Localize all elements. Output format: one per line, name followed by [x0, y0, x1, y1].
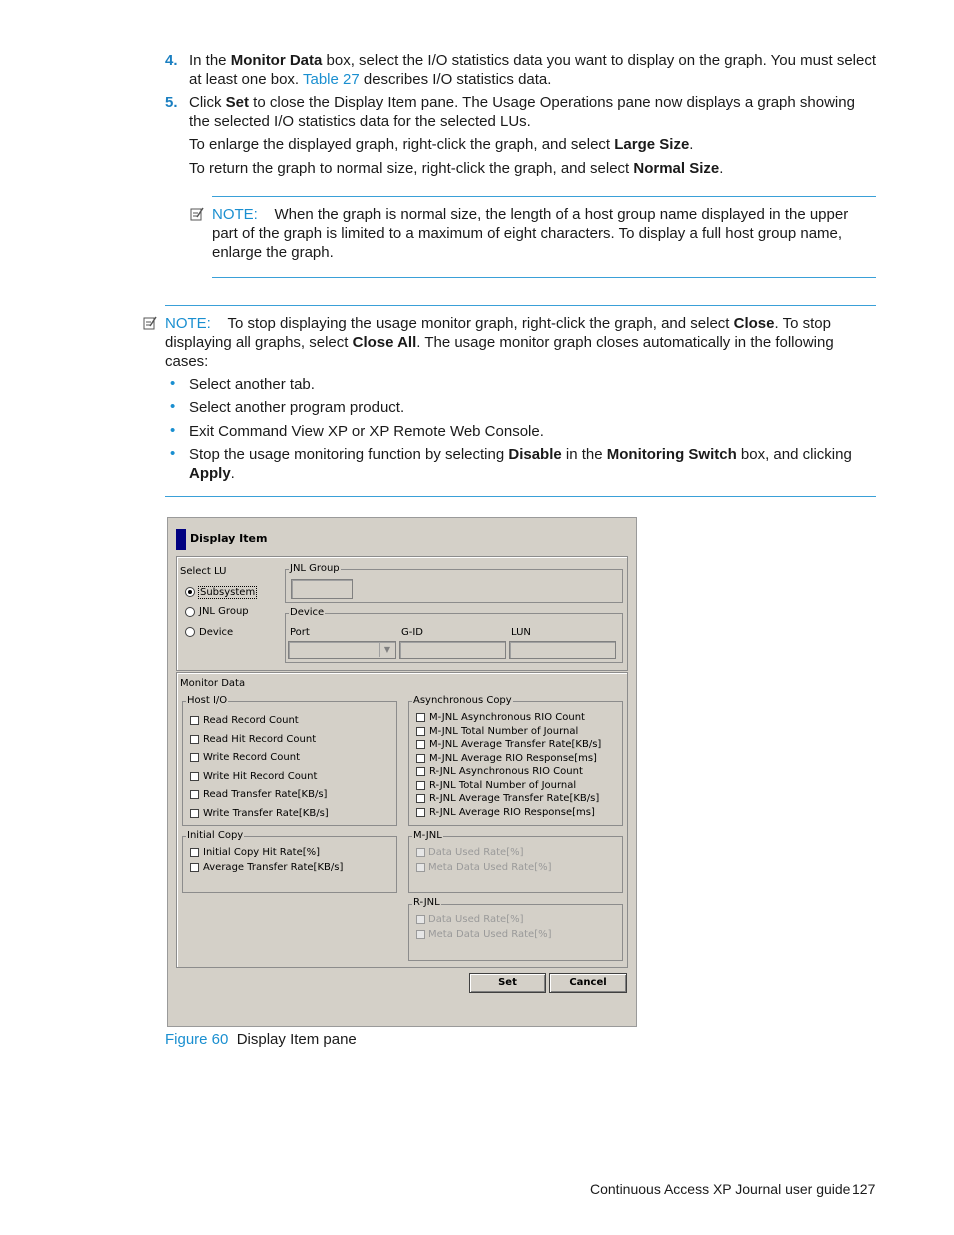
footer-title: Continuous Access XP Journal user guide: [590, 1181, 851, 1197]
gid-label: G-ID: [401, 627, 424, 638]
checkbox-label[interactable]: Write Transfer Rate[KB/s]: [203, 808, 329, 819]
set-button[interactable]: Set: [469, 973, 546, 993]
jnl-group-field[interactable]: [291, 579, 353, 599]
step-4-number: 4.: [165, 52, 178, 69]
r-jnl-label: R-JNL: [413, 897, 440, 908]
bullet-item-continued: Apply.: [189, 465, 235, 482]
cancel-button[interactable]: Cancel: [549, 973, 627, 993]
checkbox-label[interactable]: M-JNL Average RIO Response[ms]: [429, 753, 597, 764]
checkbox-label[interactable]: R-JNL Total Number of Journal: [429, 780, 577, 791]
chevron-down-icon[interactable]: ▼: [379, 643, 394, 657]
checkbox-read-record-count[interactable]: [190, 716, 199, 725]
checkbox-async-item[interactable]: [416, 767, 425, 776]
bullet-item: Select another tab.: [189, 376, 315, 393]
select-lu-label: Select LU: [180, 566, 227, 577]
step-5-line2: the selected I/O statistics data for the selected LUs.: [189, 113, 531, 130]
step-4-line2: at least one box. Table 27 describes I/O statistics data.: [189, 71, 552, 88]
radio-device[interactable]: [185, 627, 195, 637]
checkbox-write-hit-record-count[interactable]: [190, 772, 199, 781]
checkbox-label-disabled: Meta Data Used Rate[%]: [428, 929, 552, 940]
bullet-dot: •: [170, 445, 176, 462]
radio-jnl-group-label[interactable]: JNL Group: [199, 606, 249, 617]
step-5-line1: Click Set to close the Display Item pane. The Usage Operations pane now displays a graph showing: [189, 94, 855, 111]
port-select[interactable]: [288, 641, 396, 659]
lun-field[interactable]: [509, 641, 616, 659]
gid-field[interactable]: [399, 641, 506, 659]
note-icon: [143, 316, 157, 330]
async-copy-label: Asynchronous Copy: [413, 695, 512, 706]
note1-line3: enlarge the graph.: [212, 244, 334, 261]
note1-line2: part of the graph is limited to a maximum of eight characters. To display a full host group name,: [212, 225, 843, 242]
figure-caption: Figure 60 Display Item pane: [165, 1031, 357, 1048]
note1-bottom-rule: [212, 277, 876, 278]
device-box-label: Device: [290, 607, 325, 618]
checkbox-write-transfer-rate[interactable]: [190, 809, 199, 818]
bullet-item: Select another program product.: [189, 399, 405, 416]
bullet-item: Stop the usage monitoring function by selecting Disable in the Monitoring Switch box, and clicking: [189, 446, 852, 463]
checkbox-disabled: [416, 848, 425, 857]
checkbox-label-disabled: Meta Data Used Rate[%]: [428, 862, 552, 873]
bullet-dot: •: [170, 375, 176, 392]
note-icon: [190, 207, 204, 221]
checkbox-label[interactable]: M-JNL Total Number of Journal: [429, 726, 579, 737]
radio-jnl-group[interactable]: [185, 607, 195, 617]
page-number: 127: [852, 1181, 876, 1197]
checkbox-label-disabled: Data Used Rate[%]: [428, 914, 524, 925]
radio-device-label[interactable]: Device: [199, 627, 234, 638]
checkbox-label[interactable]: Initial Copy Hit Rate[%]: [203, 847, 321, 858]
checkbox-write-record-count[interactable]: [190, 753, 199, 762]
checkbox-async-item[interactable]: [416, 727, 425, 736]
monitor-data-label: Monitor Data: [180, 678, 246, 689]
note2-top-rule: [165, 305, 876, 306]
checkbox-label[interactable]: Average Transfer Rate[KB/s]: [203, 862, 344, 873]
return-text: To return the graph to normal size, right-click the graph, and select Normal Size.: [189, 160, 724, 177]
step-5-number: 5.: [165, 94, 178, 111]
checkbox-async-item[interactable]: [416, 754, 425, 763]
checkbox-disabled: [416, 863, 425, 872]
checkbox-label[interactable]: R-JNL Asynchronous RIO Count: [429, 766, 583, 777]
note2-line2: displaying all graphs, select Close All. The usage monitor graph closes automatically in the following: [165, 334, 834, 351]
m-jnl-label: M-JNL: [413, 830, 442, 841]
note1-top-rule: [212, 196, 876, 197]
checkbox-label[interactable]: Write Record Count: [203, 752, 301, 763]
checkbox-disabled: [416, 915, 425, 924]
note1-line1: NOTE: When the graph is normal size, the length of a host group name displayed in the upper: [212, 206, 849, 223]
port-label: Port: [290, 627, 310, 638]
checkbox-read-hit-record-count[interactable]: [190, 735, 199, 744]
pane-title: Display Item: [190, 532, 268, 545]
checkbox-async-item[interactable]: [416, 781, 425, 790]
checkbox-label[interactable]: Read Transfer Rate[KB/s]: [203, 789, 328, 800]
checkbox-async-item[interactable]: [416, 713, 425, 722]
radio-subsystem[interactable]: [185, 587, 195, 597]
checkbox-label[interactable]: M-JNL Average Transfer Rate[KB/s]: [429, 739, 602, 750]
step-4-line1: In the Monitor Data box, select the I/O statistics data you want to display on the graph. You must select: [189, 52, 877, 69]
bullet-dot: •: [170, 398, 176, 415]
title-accent-bar: [176, 529, 186, 550]
display-item-pane: [167, 517, 637, 1027]
jnl-group-box-label: JNL Group: [290, 563, 340, 574]
checkbox-label[interactable]: Write Hit Record Count: [203, 771, 318, 782]
radio-subsystem-label[interactable]: Subsystem: [200, 587, 256, 598]
checkbox-initial-copy-hit-rate[interactable]: [190, 848, 199, 857]
checkbox-label[interactable]: Read Record Count: [203, 715, 299, 726]
note2-line3: cases:: [165, 353, 209, 370]
checkbox-label[interactable]: R-JNL Average RIO Response[ms]: [429, 807, 595, 818]
checkbox-label-disabled: Data Used Rate[%]: [428, 847, 524, 858]
checkbox-average-transfer-rate[interactable]: [190, 863, 199, 872]
checkbox-async-item[interactable]: [416, 808, 425, 817]
checkbox-disabled: [416, 930, 425, 939]
enlarge-text: To enlarge the displayed graph, right-click the graph, and select Large Size.: [189, 136, 694, 153]
note2-line1: NOTE: To stop displaying the usage monitor graph, right-click the graph, and select Close. To stop: [165, 315, 831, 332]
bullet-dot: •: [170, 422, 176, 439]
table-27-link[interactable]: Table 27: [302, 71, 360, 88]
bullet-item: Exit Command View XP or XP Remote Web Console.: [189, 423, 544, 440]
host-io-label: Host I/O: [187, 695, 228, 706]
checkbox-label[interactable]: M-JNL Asynchronous RIO Count: [429, 712, 585, 723]
checkbox-async-item[interactable]: [416, 740, 425, 749]
initial-copy-label: Initial Copy: [187, 830, 244, 841]
note2-bottom-rule: [165, 496, 876, 497]
checkbox-label[interactable]: Read Hit Record Count: [203, 734, 317, 745]
lun-label: LUN: [511, 627, 531, 638]
checkbox-label[interactable]: R-JNL Average Transfer Rate[KB/s]: [429, 793, 600, 804]
checkbox-async-item[interactable]: [416, 794, 425, 803]
checkbox-read-transfer-rate[interactable]: [190, 790, 199, 799]
